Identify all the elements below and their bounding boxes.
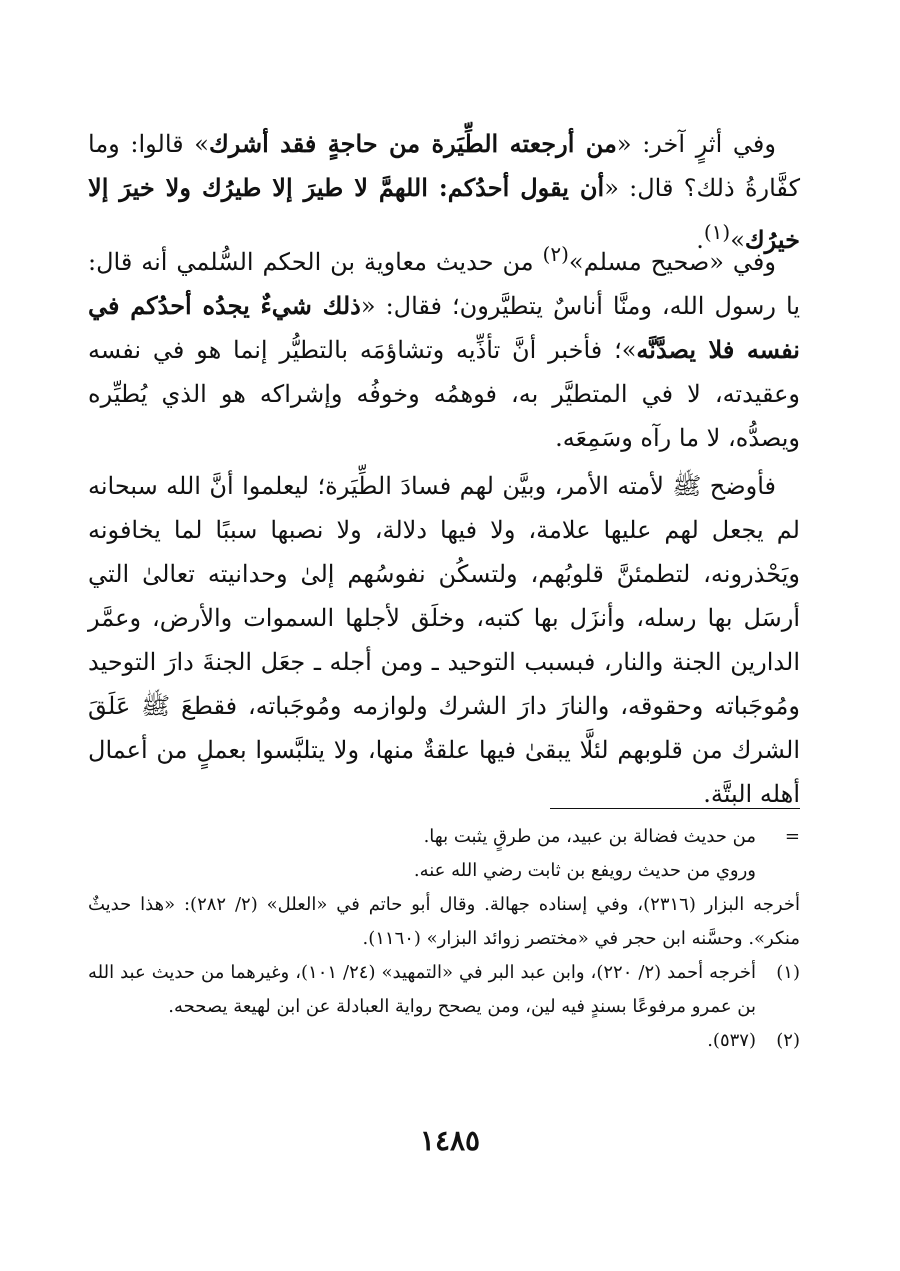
plain-text: » قالوا: وما كفَّارةُ ذلك؟ قال: « [88, 130, 800, 202]
page-number: ١٤٨٥ [419, 1124, 481, 1157]
footnote-text: أخرجه البزار (٢٣١٦)، وفي إسناده جهالة. وقال أبو حاتم في «العلل» (٢/ ٢٨٢): «هذا حديثٌ منكر». وحسَّنه ابن حجر في «مختصر زوائد البزار» (١١٦٠). [88, 894, 800, 949]
plain-text: من حديث معاوية بن الحكم السُّلمي أنه قال: يا رسول الله، ومنَّا أناسٌ يتطيَّرون؛ فقال: « [88, 248, 800, 320]
footnote-number: (٢) [776, 1030, 800, 1051]
plain-text: وفي «صحيح مسلم» [568, 248, 776, 276]
footnote-ref-2[interactable]: (٢) [542, 242, 569, 266]
plain-text: »؛ فأخبر أنَّ تأذِّيه وتشاؤمَه بالتطيُّر إنما هو في نفسه وعقيدته، لا في المتطيَّر به، فوهمُه وخوفُه وإشراكه هو الذي يُطيِّره ويصدُّه، لا ما رآه وسَمِعَه. [88, 336, 801, 452]
footnote-separator [550, 808, 800, 809]
hadith-quote: ذلك شيءٌ يجدُه أحدُكم في نفسه فلا يصدَّنَّه [88, 291, 800, 364]
footnote-text: من حديث فضالة بن عبيد، من طرقٍ يثبت بها. [423, 826, 756, 847]
footnote-continuation [88, 888, 800, 956]
footnote-ref-1[interactable]: (١) [703, 220, 731, 244]
hadith-quote: من أرجعته الطِّيَرة من حاجةٍ فقد أشرك [209, 129, 617, 158]
footnotes [88, 820, 800, 1058]
footnote-continuation [88, 820, 800, 854]
plain-text: . [696, 226, 704, 254]
plain-text: وفي أثرٍ آخر: « [616, 130, 776, 158]
hadith-quote: أن يقول أحدُكم: اللهمَّ لا طيرَ إلا طيرُك ولا خيرَ إلا خيرُك [88, 173, 800, 254]
plain-text: » [730, 226, 745, 254]
footnote-2 [88, 1024, 800, 1058]
footnote-text: وروي من حديث رويفع بن ثابت رضي الله عنه. [413, 860, 756, 881]
footnote-text: أخرجه أحمد (٢/ ٢٢٠)، وابن عبد البر في «التمهيد» (٢٤/ ١٠١)، وغيرهما من حديث عبد الله بن عمرو مرفوعًا بسندٍ فيه لين، ومن يصحح رواية العبادلة عن ابن لهيعة يصححه. [88, 962, 756, 1017]
footnote-1 [88, 956, 800, 1024]
paragraph-3-text: فأوضح ﷺ لأمته الأمر، وبيَّن لهم فسادَ الطِّيَرة؛ ليعلموا أنَّ الله سبحانه لم يجعل لهم عليها علامة، ولا فيها دلالة، ولا نصبها سببًا لما يخافونه ويَحْذرونه، لتطمئنَّ قلوبُهم، ولتسكُن نفوسُهم إلىٰ وحدانيته تعالىٰ التي أرسَل بها رسله، وأنزَل بها كتبه، وخلَق لأجلها السموات والأرض، وعمَّر الدارين الجنة والنار، فبسبب التوحيد ـ ومن أجله ـ جعَل الجنةَ دارَ التوحيد ومُوجَباته وحقوقه، والنارَ دارَ الشرك ولوازمه ومُوجَباته، فقطعَ ﷺ عَلَقَ الشرك من قلوبهم لئلَّا يبقىٰ فيها علقةٌ منها، ولا يتلبَّسوا بعملٍ من أعمال أهله البتَّة. [88, 472, 800, 808]
footnote-continuation [88, 854, 800, 888]
paragraph-2-text [88, 232, 800, 460]
footnote-number: (١) [776, 962, 800, 983]
continuation-marker: = [784, 826, 800, 847]
footnote-text: (٥٣٧). [707, 1030, 756, 1051]
paragraph-3 [88, 464, 800, 816]
paragraph-2 [88, 232, 800, 460]
